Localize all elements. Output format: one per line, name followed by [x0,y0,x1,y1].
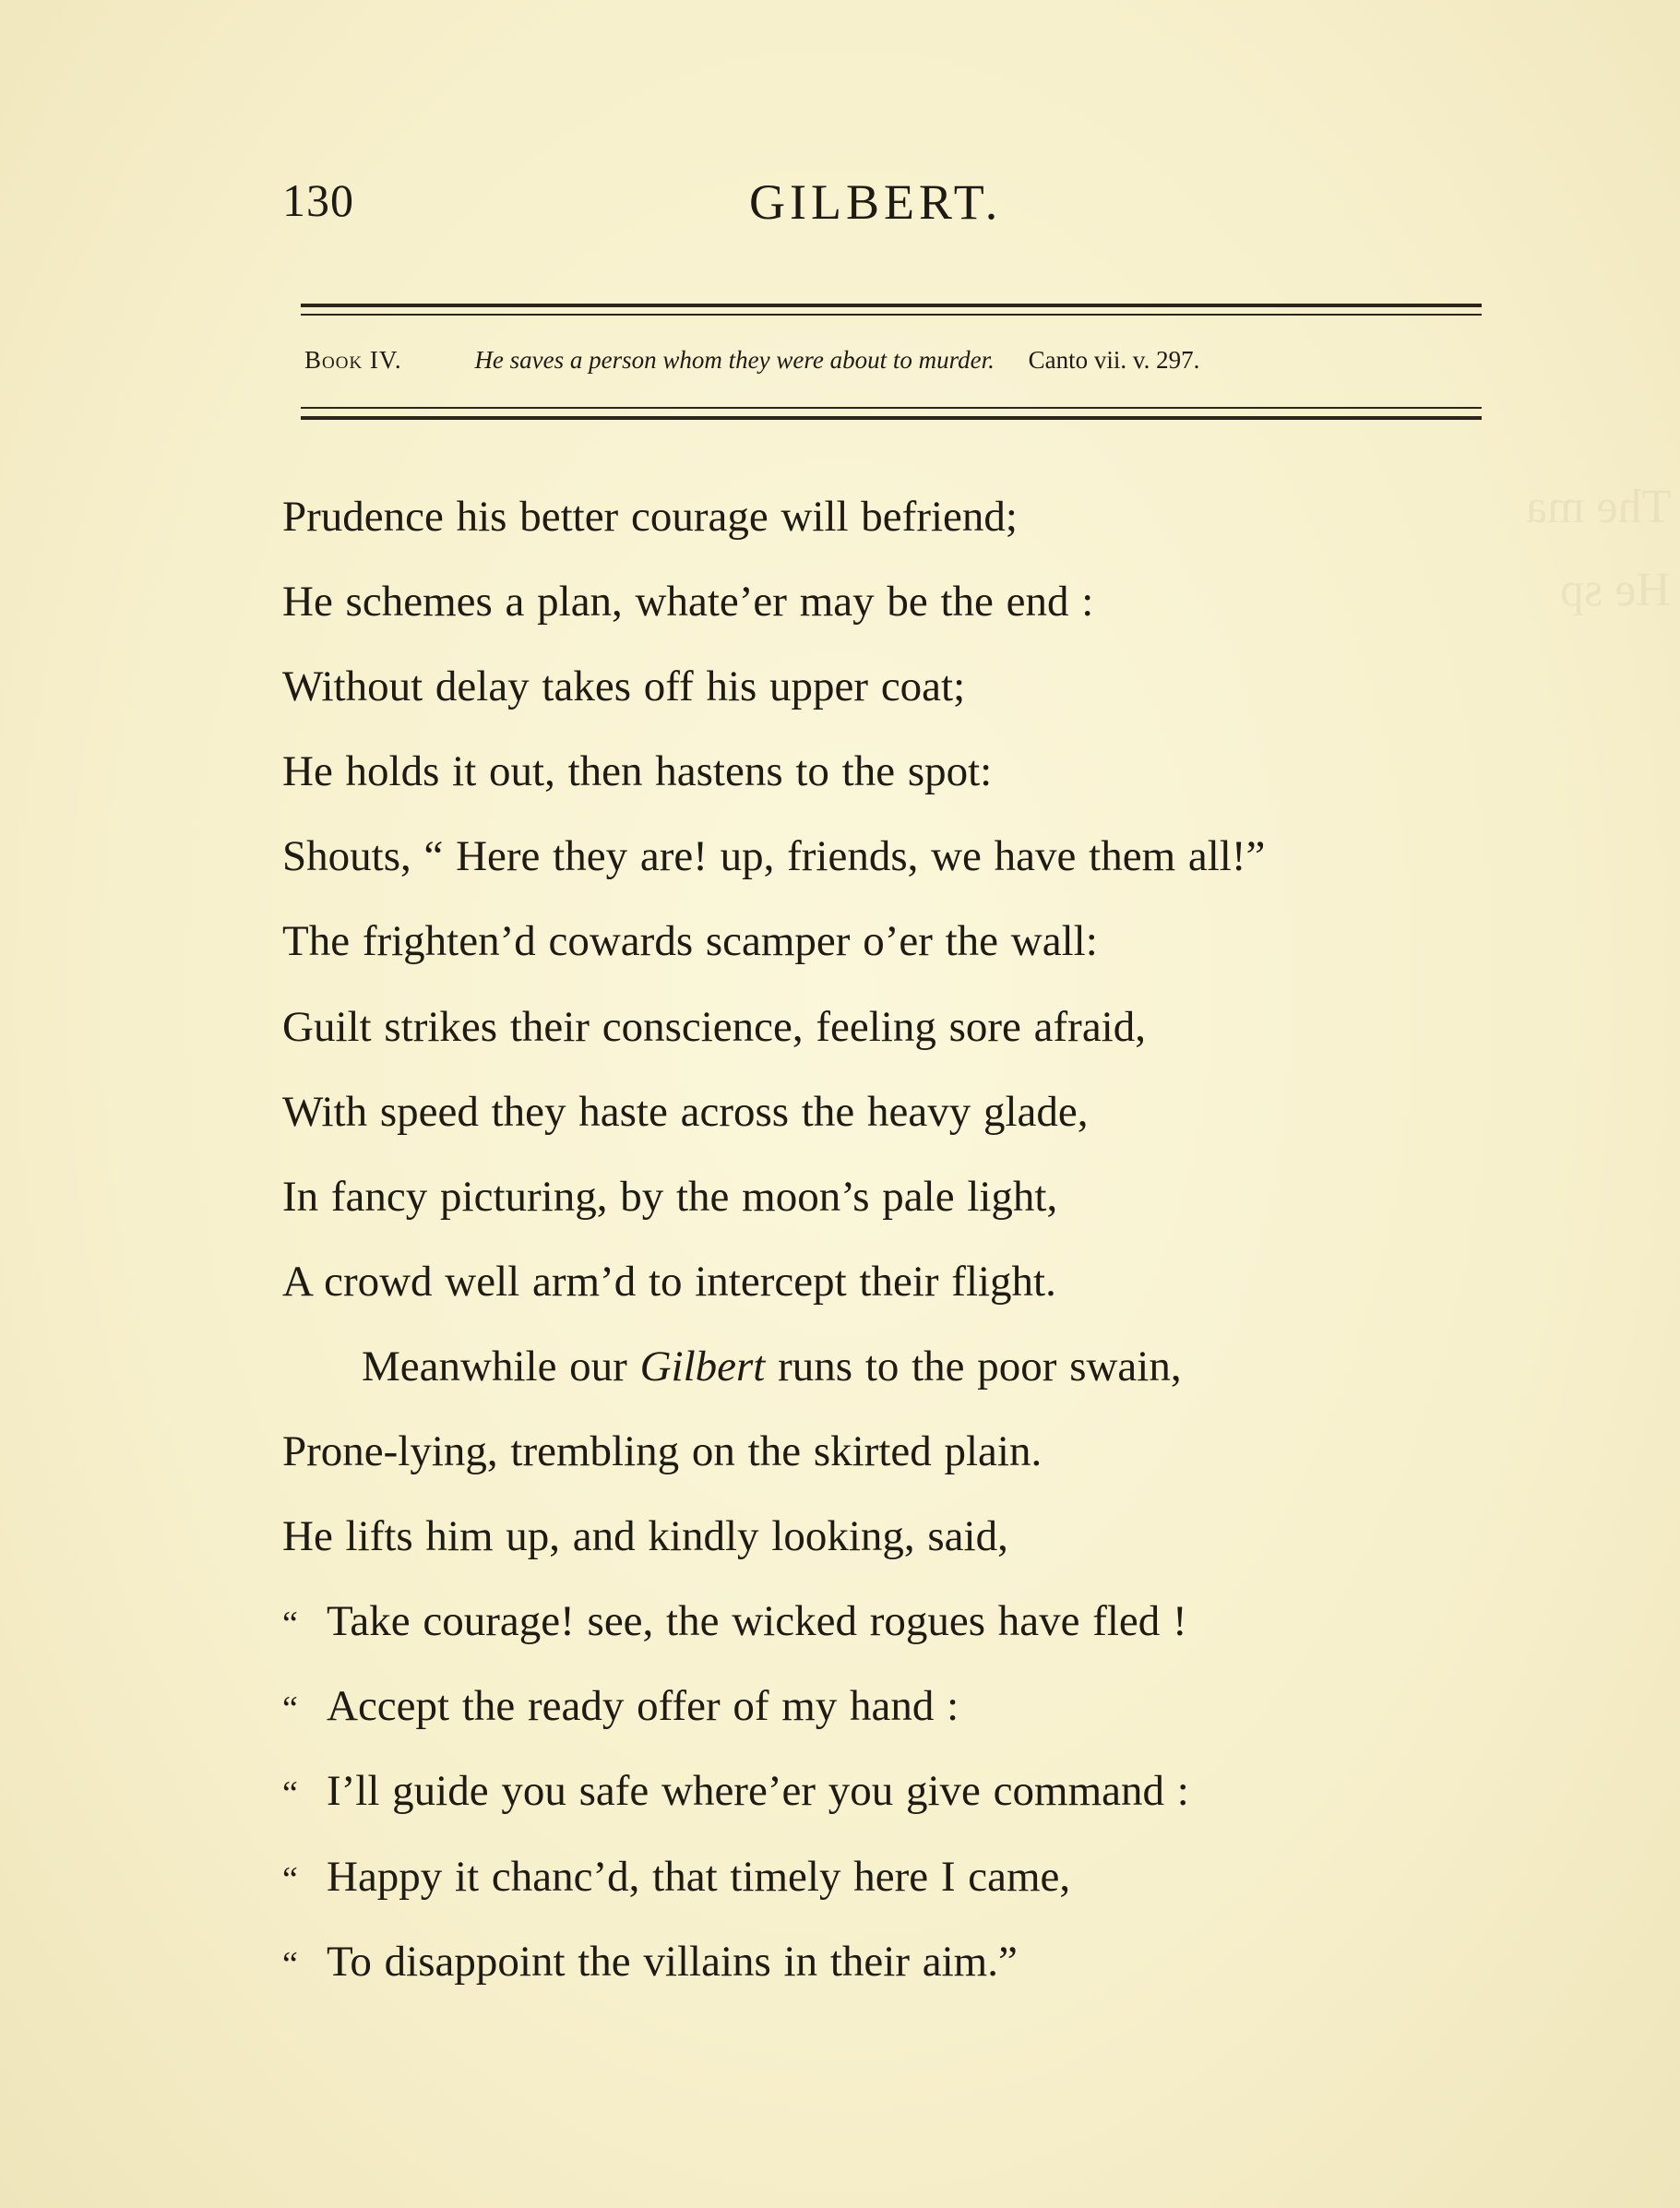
quote-mark: “ [282,1605,298,1644]
quote-mark: “ [282,1859,298,1899]
show-through-text: The ma [1525,481,1671,533]
verse-line: He schemes a plan, whate’er may be the end : [282,578,1094,627]
verse-line-stanza-start [282,1334,1574,1419]
caption-line [304,348,1476,373]
header-rule-bottom [301,416,1482,420]
verse-text: Meanwhile our [362,1342,640,1390]
verse-line: The frighten’d cowards scamper o’er the wall: [282,917,1098,966]
quoted-verse-line [282,1759,1574,1844]
quoted-verse-line [282,1929,1574,2014]
poem-body [282,484,1574,2014]
verse-line: Without delay takes off his upper coat; [282,662,966,711]
verse-line: With speed they haste across the heavy glade, [282,1087,1089,1136]
verse-line: He lifts him up, and kindly looking, said, [282,1512,1008,1561]
character-name: Gilbert [639,1342,766,1390]
quote-mark: “ [282,1944,298,1984]
verse-line: Shouts, “ Here they are! up, friends, we have them all!” [282,832,1266,881]
header-rule-bottom-thin [301,407,1482,409]
running-title: GILBERT. [749,174,1003,230]
quote-mark: “ [282,1689,298,1729]
verse-line: In fancy picturing, by the moon’s pale light, [282,1172,1058,1221]
verse-line: Guilt strikes their conscience, feeling sore afraid, [282,1002,1146,1051]
verse-line: He holds it out, then hastens to the spot: [282,747,993,796]
quoted-verse-line [282,1589,1574,1674]
quote-mark: “ [282,1774,298,1814]
verse-line: Prudence his better courage will befriend; [282,493,1018,541]
caption-book: Book IV. [304,346,402,374]
caption-canto: Canto vii. v. 297. [1028,346,1200,374]
caption-subject: He saves a person whom they were about to murder. [474,346,995,374]
verse-text: runs to the poor swain, [765,1342,1182,1390]
header-rule-top-thin [301,314,1482,316]
verse-text: To disappoint the villains in their aim.” [327,1937,1018,1986]
verse-text: Take courage! see, the wicked rogues have fled ! [327,1597,1187,1646]
verse-text: Accept the ready offer of my hand : [327,1682,959,1731]
quoted-verse-line [282,1844,1574,1929]
quoted-verse-line [282,1674,1574,1759]
verse-text: Happy it chanc’d, that timely here I came, [327,1852,1071,1901]
page-number: 130 [282,174,354,226]
verse-line: Prone-lying, trembling on the skirted plain. [282,1427,1043,1476]
verse-text: I’ll guide you safe where’er you give command : [327,1767,1189,1816]
show-through-text: He sp [1560,564,1671,616]
verse-line: A crowd well arm’d to intercept their flight. [282,1257,1056,1306]
header-rule-top [301,304,1482,307]
